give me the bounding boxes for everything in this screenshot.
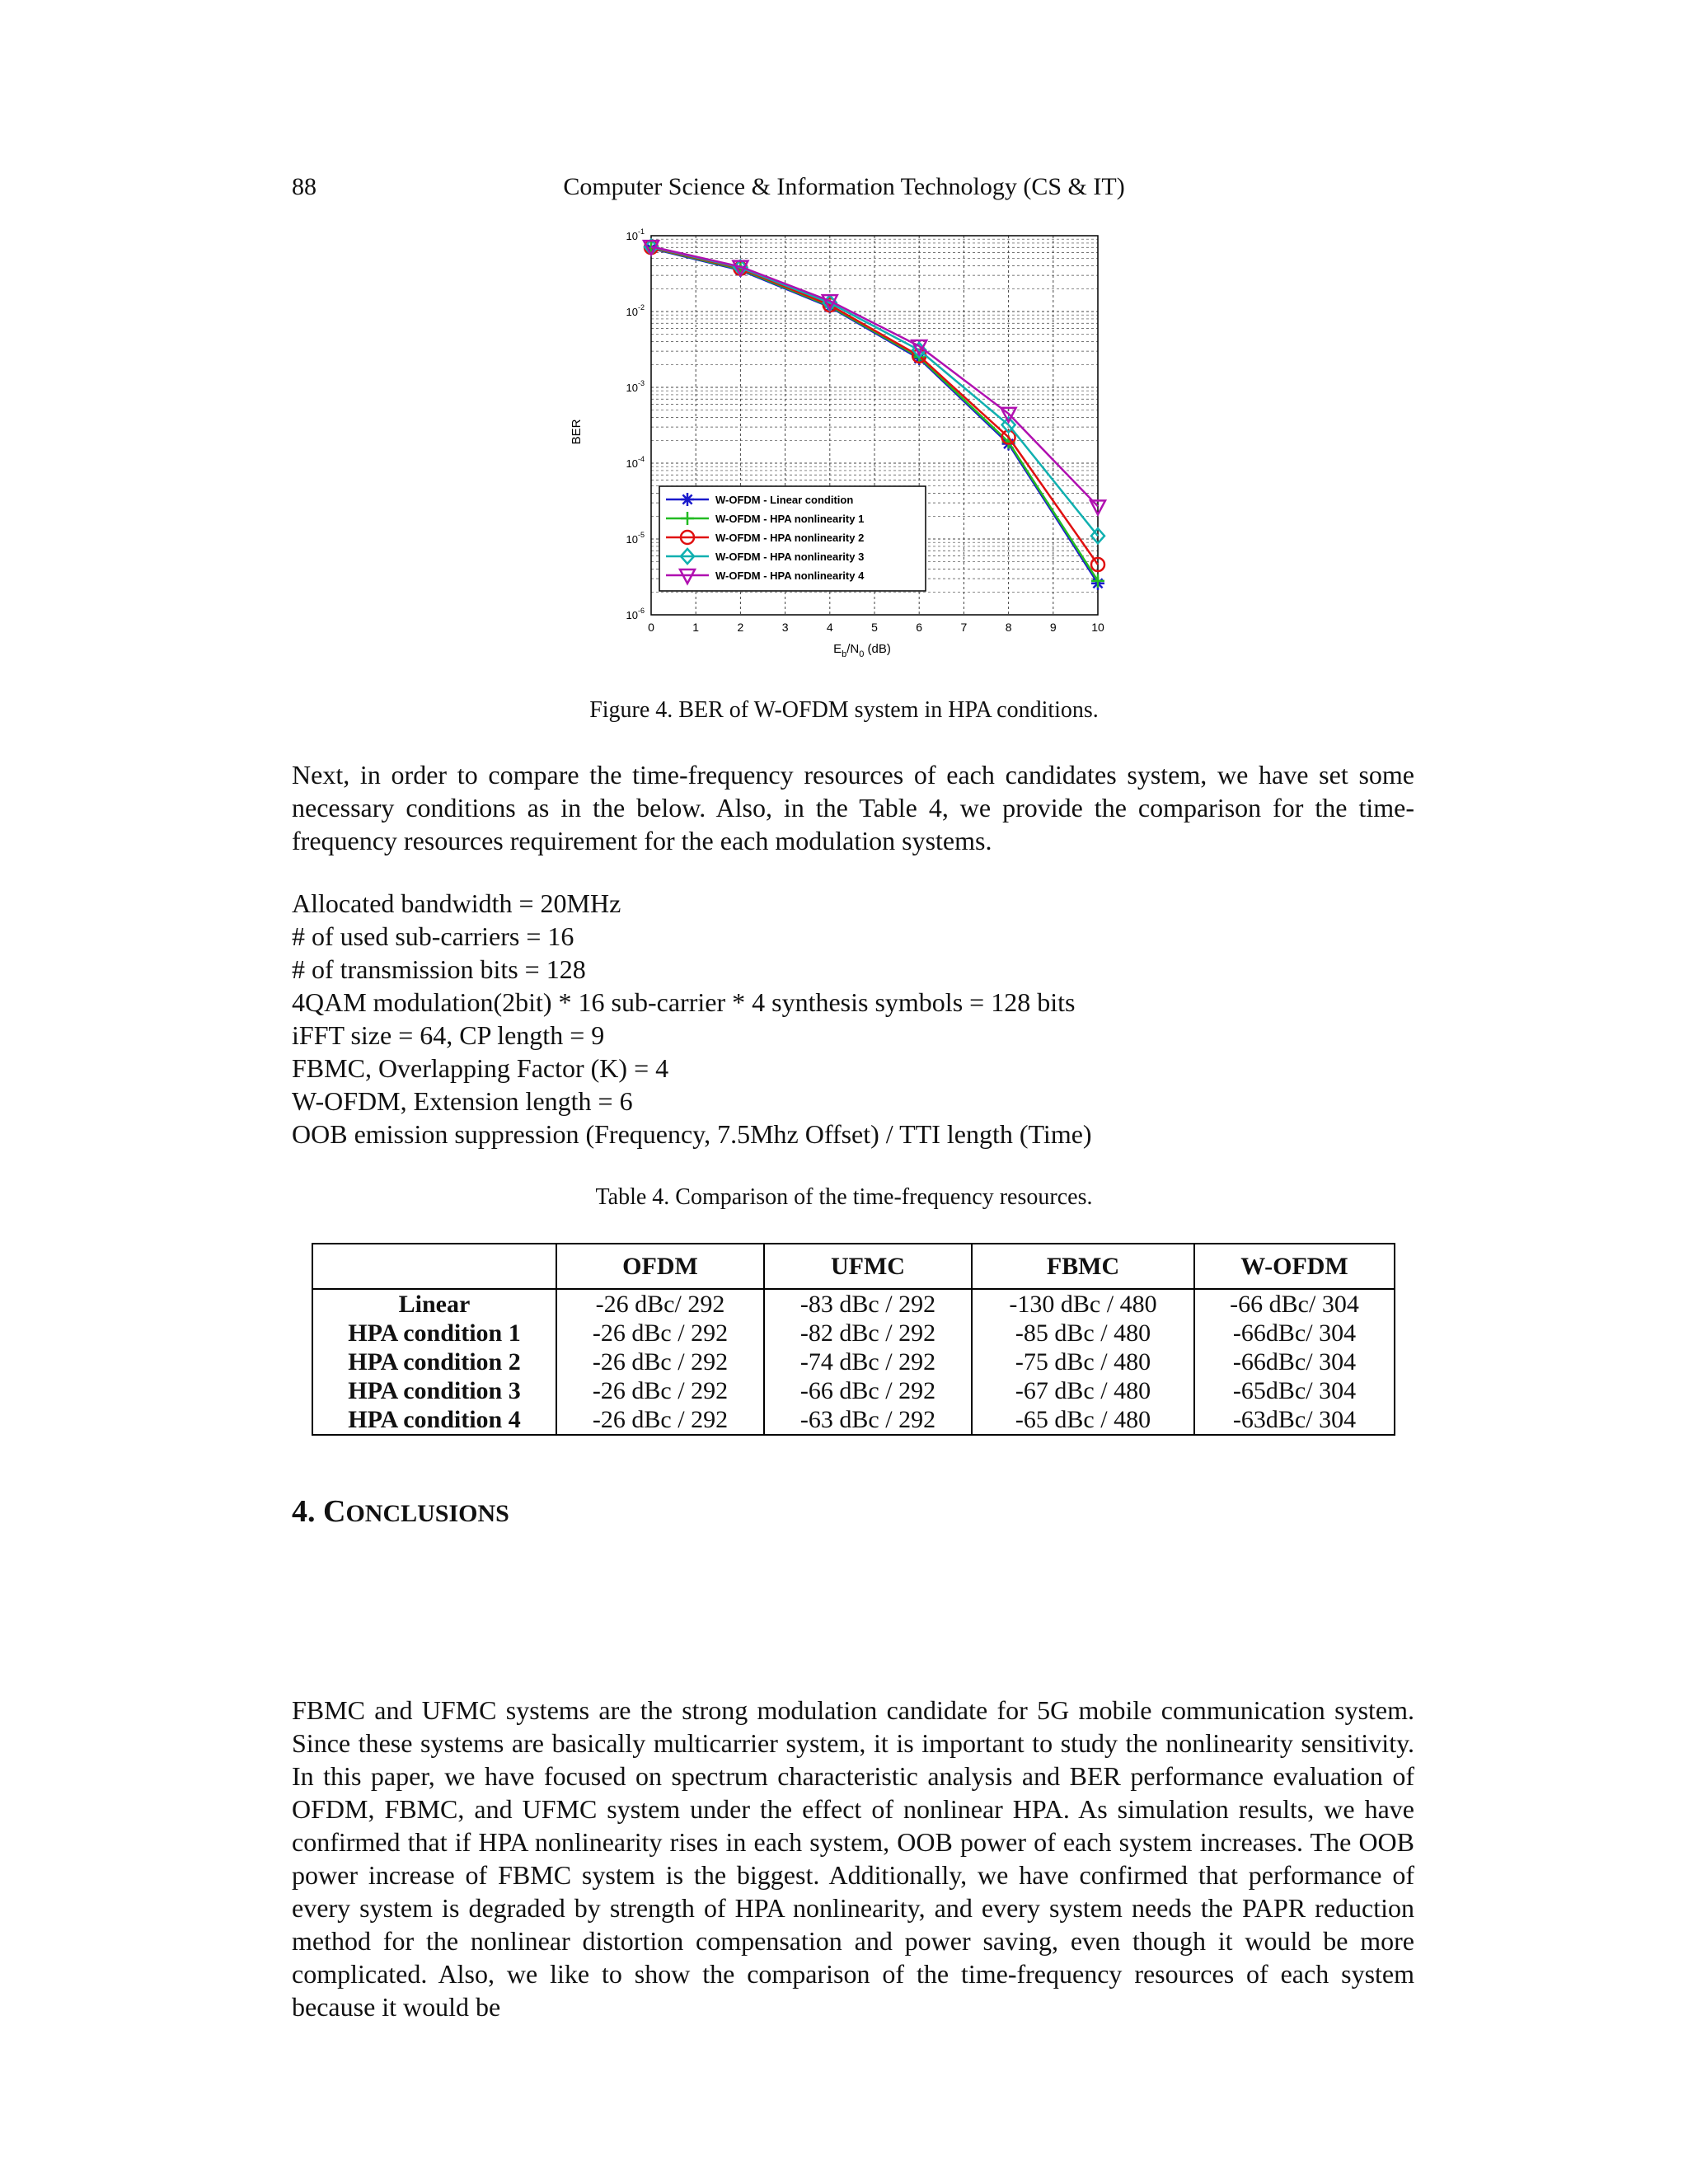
- y-tick-label: $10^{-4}$: [626, 455, 645, 470]
- table-header-cell: OFDM: [556, 1244, 764, 1289]
- table-cell: -26 dBc / 292: [556, 1319, 764, 1347]
- condition-item: # of transmission bits = 128: [292, 954, 586, 984]
- table-cell: -74 dBc / 292: [764, 1347, 972, 1376]
- table-header-cell: [312, 1244, 556, 1289]
- body-paragraph-2: FBMC and UFMC systems are the strong modulation candidate for 5G mobile communication system. Since these systems are basically multicarrier system, it is important to study the nonlinearity sensitivity. In this paper, we have focused on spectrum characteristic analysis and BER performance evaluation of OFDM, FBMC, and UFMC system under the effect of nonlinear HPA. As simulation results, we have confirmed that if HPA nonlinearity rises in each system, OOB power of each system increases. The OOB power increase of FBMC system is the biggest. Additionally, we have confirmed that performance of every system is degraded by strength of HPA nonlinearity, and every system needs the PAPR reduction method for the nonlinear distortion compensation and power saving, even though it would be more complicated. Also, we like to show the comparison of the time-frequency resources of each system because it would be: [292, 1695, 1414, 2022]
- legend-entry: W-OFDM - HPA nonlinearity 2: [715, 532, 865, 544]
- legend-marker: [681, 493, 694, 506]
- x-tick-label: 7: [960, 621, 968, 634]
- table-cell: -66 dBc/ 304: [1194, 1289, 1395, 1319]
- condition-item: 4QAM modulation(2bit) * 16 sub-carrier * 4 synthesis symbols = 128 bits: [292, 987, 1076, 1017]
- table-row: [312, 1319, 1395, 1347]
- x-tick-label: 10: [1091, 621, 1104, 634]
- x-tick-label: 4: [826, 621, 833, 634]
- table-cell: -67 dBc / 480: [972, 1376, 1194, 1405]
- table-cell: -130 dBc / 480: [972, 1289, 1194, 1319]
- y-tick-label: $10^{-2}$: [626, 303, 645, 318]
- table-caption: Table 4. Comparison of the time-frequency resources.: [595, 1184, 1093, 1210]
- table-cell: -82 dBc / 292: [764, 1319, 972, 1347]
- running-header: Computer Science & Information Technology (CS & IT): [563, 173, 1125, 200]
- table-header-cell: FBMC: [972, 1244, 1194, 1289]
- legend-entry: W-OFDM - HPA nonlinearity 4: [715, 569, 865, 582]
- row-label: HPA condition 1: [312, 1319, 556, 1347]
- table-cell: -26 dBc / 292: [556, 1347, 764, 1376]
- table-cell: -63 dBc / 292: [764, 1405, 972, 1435]
- page-number: 88: [292, 173, 316, 200]
- condition-item: OOB emission suppression (Frequency, 7.5Mhz Offset) / TTI length (Time): [292, 1119, 1092, 1149]
- row-label: Linear: [312, 1289, 556, 1319]
- y-axis-label: BER: [570, 419, 584, 445]
- section-title-initial: C: [323, 1494, 346, 1529]
- section-title-rest: ONCLUSIONS: [345, 1500, 509, 1527]
- y-tick-label: $10^{-5}$: [626, 531, 645, 546]
- figure-caption: Figure 4. BER of W-OFDM system in HPA conditions.: [589, 697, 1099, 723]
- condition-item: iFFT size = 64, CP length = 9: [292, 1020, 605, 1050]
- table-cell: -63dBc/ 304: [1194, 1405, 1395, 1435]
- table-cell: -83 dBc / 292: [764, 1289, 972, 1319]
- x-tick-label: 5: [871, 621, 878, 634]
- table-header-cell: W-OFDM: [1194, 1244, 1395, 1289]
- row-label: HPA condition 3: [312, 1376, 556, 1405]
- legend-entry: W-OFDM - HPA nonlinearity 1: [715, 513, 865, 525]
- table-cell: -65dBc/ 304: [1194, 1376, 1395, 1405]
- section-heading: [292, 1493, 509, 1530]
- table-cell: -75 dBc / 480: [972, 1347, 1194, 1376]
- x-tick-label: 6: [916, 621, 923, 634]
- x-tick-label: 3: [781, 621, 789, 634]
- x-tick-label: 8: [1005, 621, 1012, 634]
- table-cell: -26 dBc/ 292: [556, 1289, 764, 1319]
- table-cell: -66 dBc / 292: [764, 1376, 972, 1405]
- condition-item: Allocated bandwidth = 20MHz: [292, 888, 621, 918]
- condition-item: FBMC, Overlapping Factor (K) = 4: [292, 1053, 669, 1083]
- condition-item: # of used sub-carriers = 16: [292, 921, 574, 951]
- table-cell: -26 dBc / 292: [556, 1405, 764, 1435]
- row-label: HPA condition 4: [312, 1405, 556, 1435]
- table-row: [312, 1376, 1395, 1405]
- resources-table: [312, 1243, 1395, 1436]
- y-tick-label: $10^{-6}$: [626, 607, 645, 621]
- table-row: [312, 1289, 1395, 1319]
- legend-entry: W-OFDM - HPA nonlinearity 3: [715, 551, 865, 563]
- y-tick-label: $10^{-3}$: [626, 379, 645, 394]
- table-cell: -85 dBc / 480: [972, 1319, 1194, 1347]
- ber-chart: [544, 221, 1137, 673]
- table-cell: -66dBc/ 304: [1194, 1347, 1395, 1376]
- row-label: HPA condition 2: [312, 1347, 556, 1376]
- x-tick-label: 1: [692, 621, 700, 634]
- conditions-list: [292, 887, 1092, 1151]
- x-tick-label: 0: [648, 621, 654, 634]
- table-cell: -66dBc/ 304: [1194, 1319, 1395, 1347]
- x-tick-label: 2: [737, 621, 744, 634]
- table-header-cell: UFMC: [764, 1244, 972, 1289]
- table-cell: -65 dBc / 480: [972, 1405, 1194, 1435]
- section-number: 4.: [292, 1494, 316, 1529]
- table-row: [312, 1405, 1395, 1435]
- x-axis-label: $E_b/N_0$ (dB): [833, 642, 891, 659]
- y-tick-label: $10^{-1}$: [626, 227, 645, 242]
- body-paragraph-1: Next, in order to compare the time-frequency resources of each candidates system, we have set some necessary conditions as in the below. Also, in the Table 4, we provide the comparison for the time-frequency resources requirement for the each modulation systems.: [292, 760, 1414, 855]
- legend-entry: W-OFDM - Linear condition: [715, 494, 854, 506]
- x-tick-label: 9: [1049, 621, 1057, 634]
- table-cell: -26 dBc / 292: [556, 1376, 764, 1405]
- condition-item: W-OFDM, Extension length = 6: [292, 1086, 633, 1116]
- table-header-row: [312, 1244, 1395, 1289]
- table-row: [312, 1347, 1395, 1376]
